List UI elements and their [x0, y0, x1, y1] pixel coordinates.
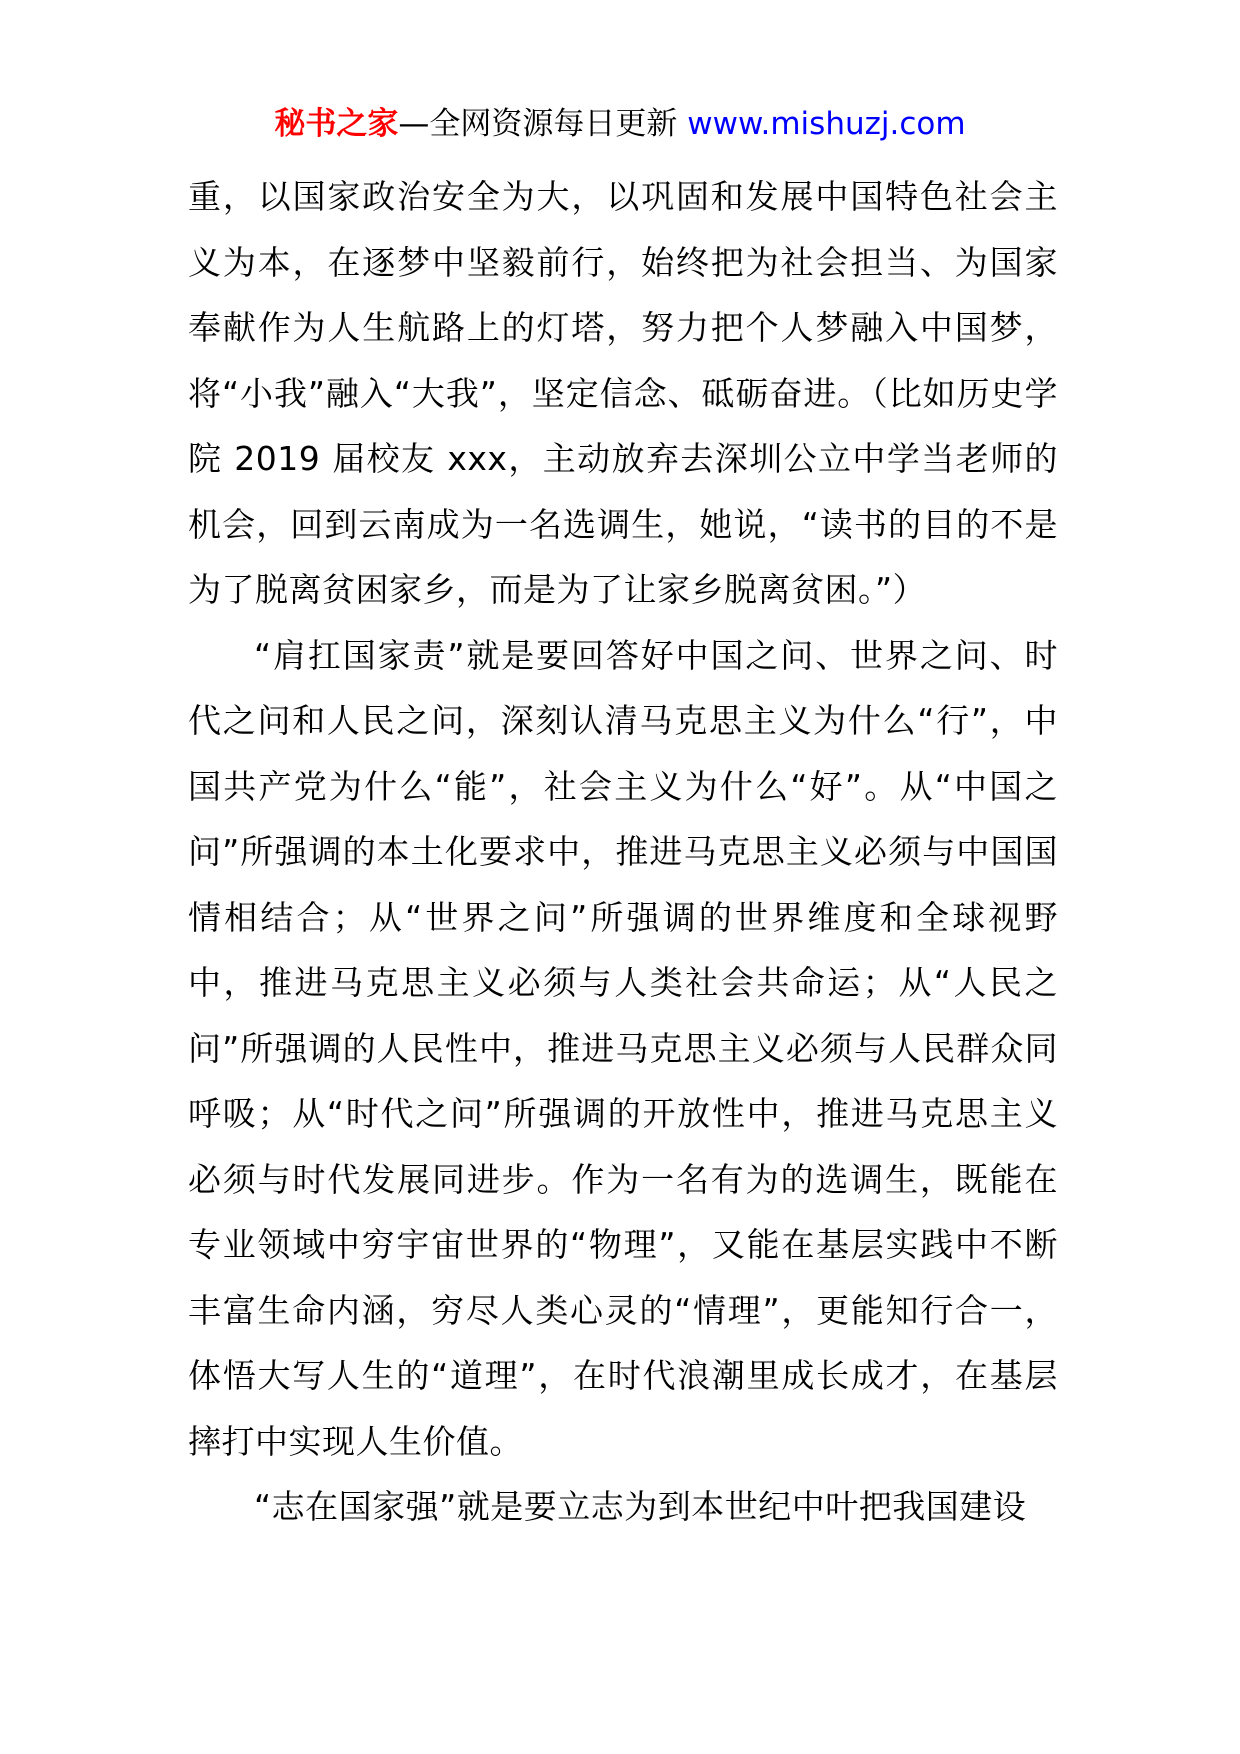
- document-body: [188, 164, 1058, 1540]
- page-header: [0, 104, 1240, 144]
- paragraph-aspire-national-strength: “志在国家强”就是要立志为到本世纪中叶把我国建设: [254, 1487, 1027, 1526]
- header-tagline: —全网资源每日更新: [398, 106, 688, 142]
- paragraph-continuation: 重，以国家政治安全为大，以巩固和发展中国特色社会主义为本，在逐梦中坚毅前行，始终把为社会担当、为国家奉献作为人生航路上的灯塔，努力把个人梦融入中国梦，将“小我”融入“大我”，坚定信念、砥砺奋进。（比如历史学院 2019 届校友 xxx，主动放弃去深圳公立中学当老师的机会，回到云南成为一名选调生，她说，“读书的目的不是为了脱离贫困家乡，而是为了让家乡脱离贫困。”）: [188, 177, 1058, 609]
- website-url[interactable]: www.mishuzj.com: [687, 106, 966, 142]
- paragraph-shoulder-national-duty: “肩扛国家责”就是要回答好中国之问、世界之问、时代之问和人民之问，深刻认清马克思主义为什么“行”，中国共产党为什么“能”，社会主义为什么“好”。从“中国之问”所强调的本土化要求中，推进马克思主义必须与中国国情相结合；从“世界之问”所强调的世界维度和全球视野中，推进马克思主义必须与人类社会共命运；从“人民之问”所强调的人民性中，推进马克思主义必须与人民群众同呼吸；从“时代之问”所强调的开放性中，推进马克思主义必须与时代发展同进步。作为一名有为的选调生，既能在专业领域中穷宇宙世界的“物理”，又能在基层实践中不断丰富生命内涵，穷尽人类心灵的“情理”，更能知行合一，体悟大写人生的“道理”，在时代浪潮里成长成才，在基层摔打中实现人生价值。: [188, 635, 1058, 1461]
- brand-name: 秘书之家: [274, 106, 399, 142]
